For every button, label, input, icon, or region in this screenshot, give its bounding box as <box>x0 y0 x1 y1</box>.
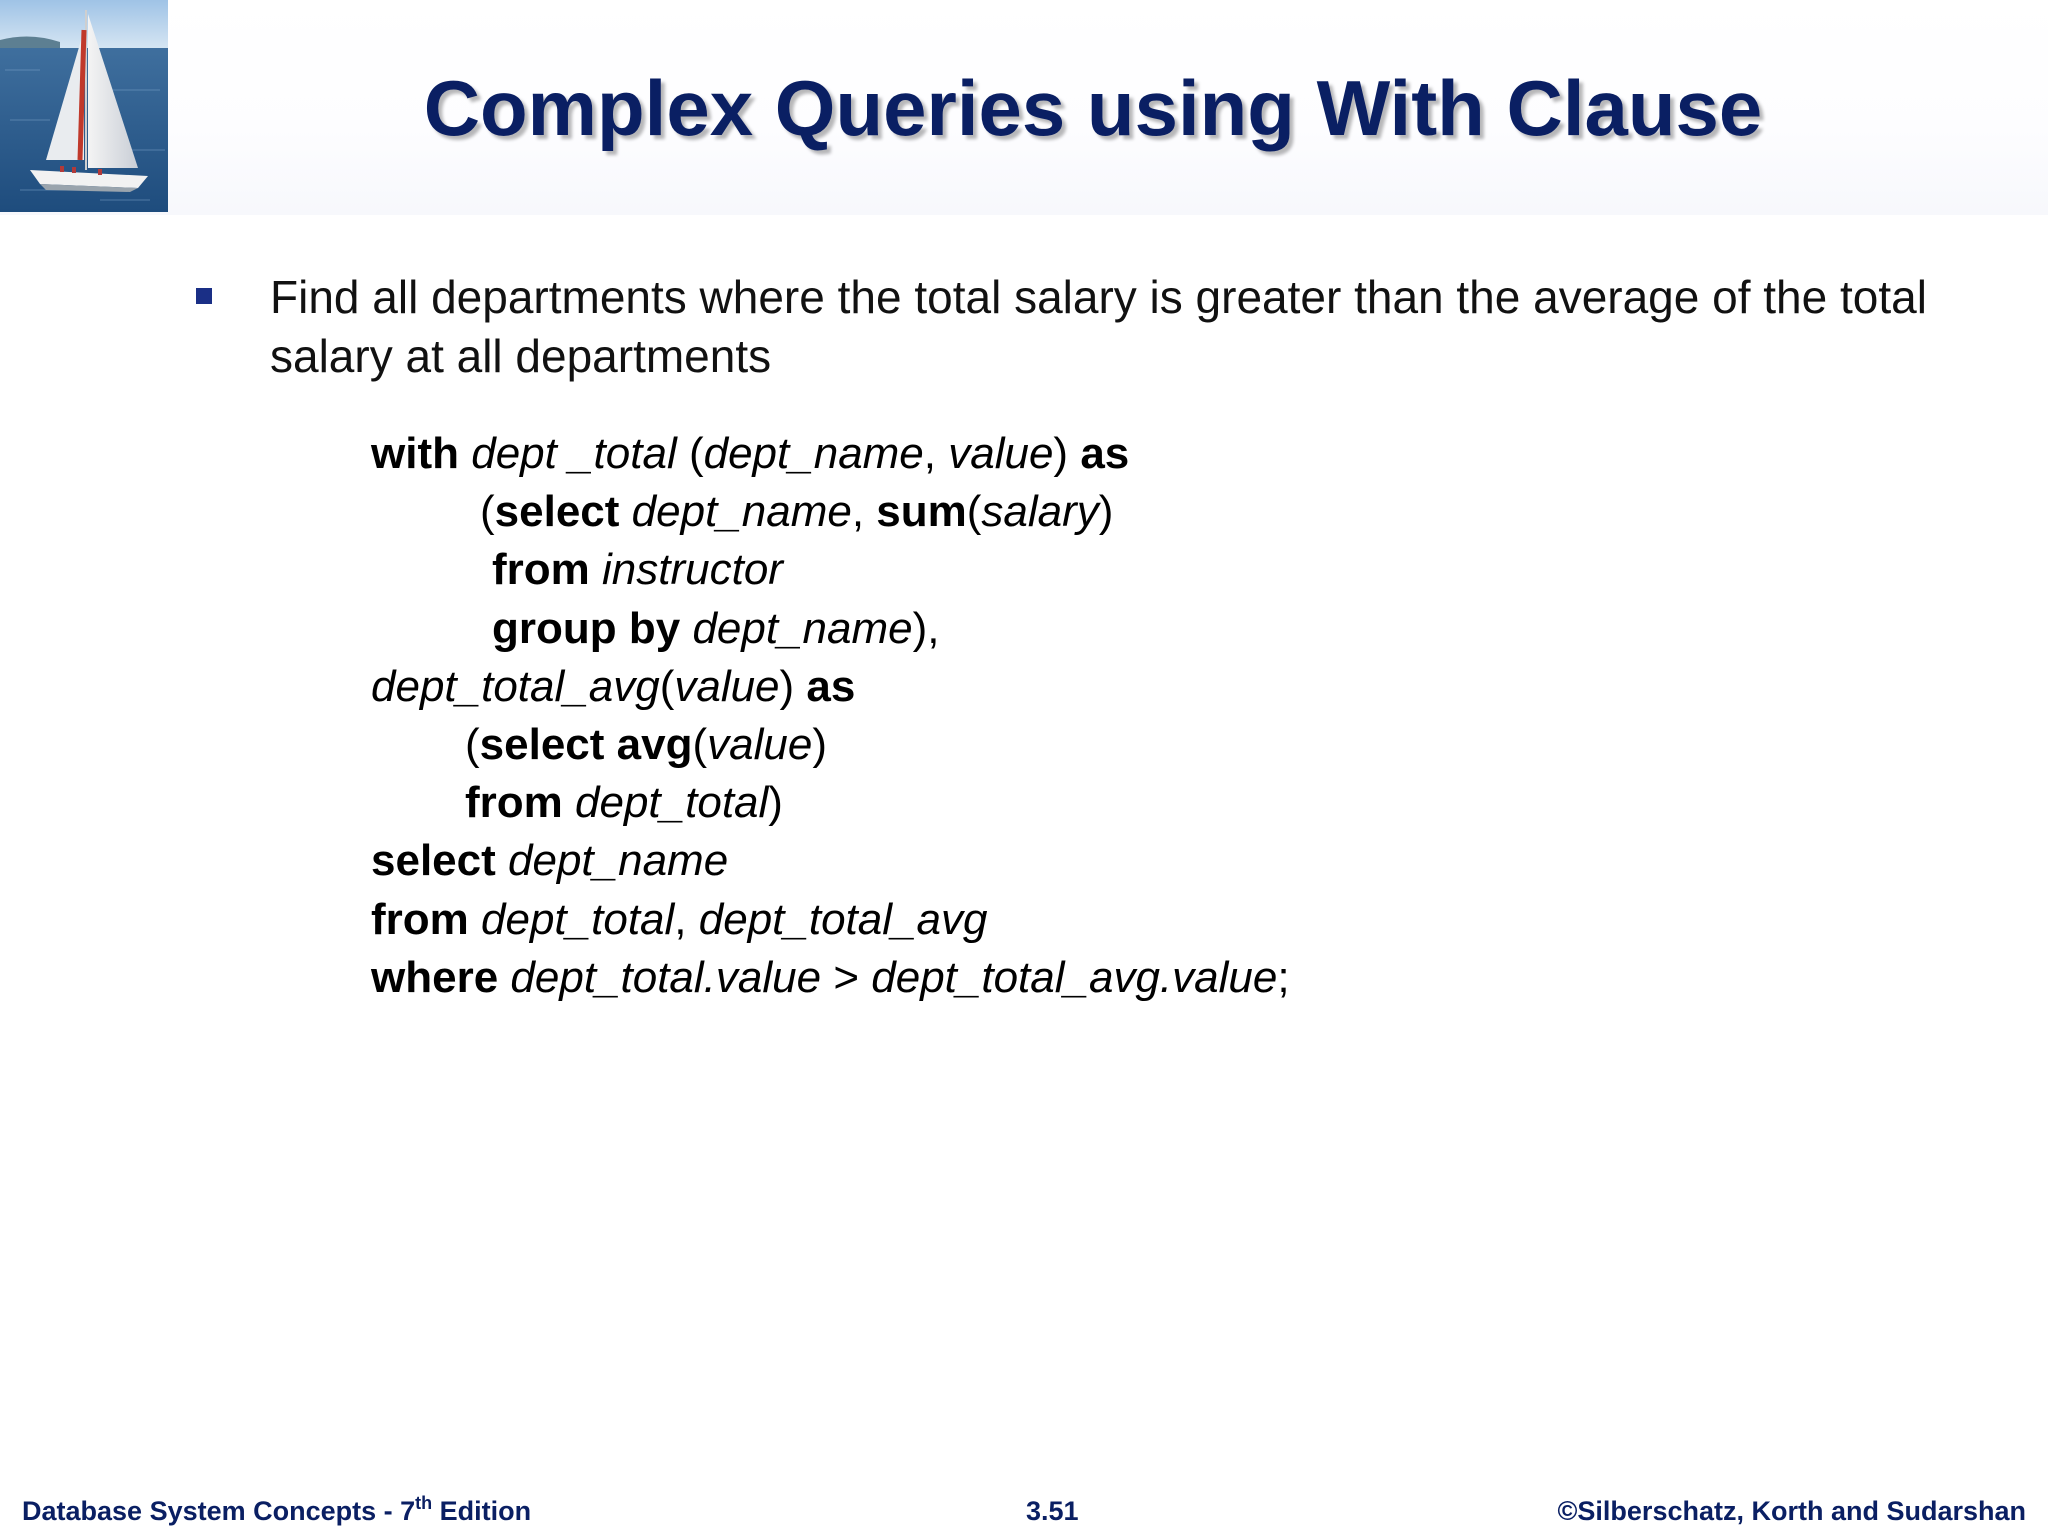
footer-left <box>22 1494 531 1528</box>
sql-identifier: dept_total_avg.value <box>871 953 1278 1002</box>
sql-identifier: dept_name <box>508 836 729 885</box>
sql-punctuation: ; <box>1277 953 1290 1002</box>
sql-punctuation <box>563 778 575 827</box>
footer-book-title: Database System Concepts - 7 <box>22 1496 416 1526</box>
sql-identifier: dept_name <box>703 429 924 478</box>
sql-identifier: dept_total <box>575 778 769 827</box>
sql-punctuation: ( <box>480 487 495 536</box>
code-line <box>480 483 1113 541</box>
sql-keyword: sum <box>876 487 967 536</box>
sql-keyword: select avg <box>479 720 693 769</box>
code-line <box>371 891 987 949</box>
sql-keyword: where <box>371 953 499 1002</box>
sql-identifier: instructor <box>602 545 783 594</box>
sql-keyword: with <box>371 429 459 478</box>
sql-punctuation: ( <box>465 720 480 769</box>
sql-punctuation: ( <box>659 662 675 711</box>
sql-punctuation: ) <box>1098 487 1114 536</box>
sql-punctuation <box>619 487 631 536</box>
sql-punctuation: ) <box>812 720 827 769</box>
code-line <box>492 541 783 599</box>
sql-punctuation: ( <box>676 429 704 478</box>
sql-punctuation <box>680 604 692 653</box>
code-line <box>371 658 855 716</box>
bullet-square-icon <box>196 288 212 304</box>
sql-punctuation: ), <box>912 604 940 653</box>
sql-keyword: from <box>371 895 469 944</box>
sql-punctuation: ( <box>966 487 982 536</box>
sql-identifier: value <box>707 720 813 769</box>
footer-page-number: 3.51 <box>1026 1496 1079 1526</box>
sql-punctuation <box>498 953 510 1002</box>
sql-punctuation <box>590 545 602 594</box>
sql-punctuation: , <box>923 429 949 478</box>
sql-identifier: value <box>674 662 780 711</box>
code-line <box>371 832 728 890</box>
sql-identifier: dept_name <box>631 487 852 536</box>
sql-keyword: as <box>1080 429 1130 478</box>
code-line <box>465 716 827 774</box>
sql-punctuation <box>496 836 508 885</box>
sailboat-logo-icon <box>0 0 168 212</box>
code-line <box>492 600 940 658</box>
sql-keyword: select <box>494 487 620 536</box>
sql-identifier: dept_name <box>692 604 913 653</box>
footer-copyright: ©Silberschatz, Korth and Sudarshan <box>1557 1496 2026 1526</box>
code-line <box>371 425 1129 483</box>
sql-identifier: dept_total_avg <box>371 662 660 711</box>
sql-punctuation: ( <box>692 720 708 769</box>
sql-punctuation <box>459 429 471 478</box>
sql-punctuation: ) <box>768 778 783 827</box>
footer-edition-suffix: Edition <box>432 1496 532 1526</box>
sql-keyword: group by <box>492 604 681 653</box>
sql-identifier: dept _total <box>471 429 677 478</box>
sql-punctuation: > <box>821 953 872 1002</box>
code-line <box>465 774 783 832</box>
sql-keyword: select <box>371 836 496 885</box>
sql-identifier: dept_total.value <box>510 953 822 1002</box>
sql-identifier: salary <box>981 487 1099 536</box>
sql-identifier: dept_total <box>481 895 675 944</box>
sql-punctuation: , <box>674 895 699 944</box>
bullet-text: Find all departments where the total salary is greater than the average of the total salary at all departments <box>270 271 1927 382</box>
sql-identifier: value <box>948 429 1054 478</box>
slide-title: Complex Queries using With Clause <box>423 64 1763 152</box>
sql-identifier: dept_total_avg <box>698 895 988 944</box>
sql-punctuation: , <box>851 487 877 536</box>
sql-punctuation: ) <box>1053 429 1081 478</box>
sql-punctuation <box>469 895 481 944</box>
sql-keyword: from <box>492 545 590 594</box>
footer-edition-sup: th <box>415 1493 433 1513</box>
code-line <box>371 949 1290 1007</box>
sql-keyword: from <box>465 778 563 827</box>
sql-keyword: as <box>806 662 856 711</box>
sql-punctuation: ) <box>779 662 807 711</box>
